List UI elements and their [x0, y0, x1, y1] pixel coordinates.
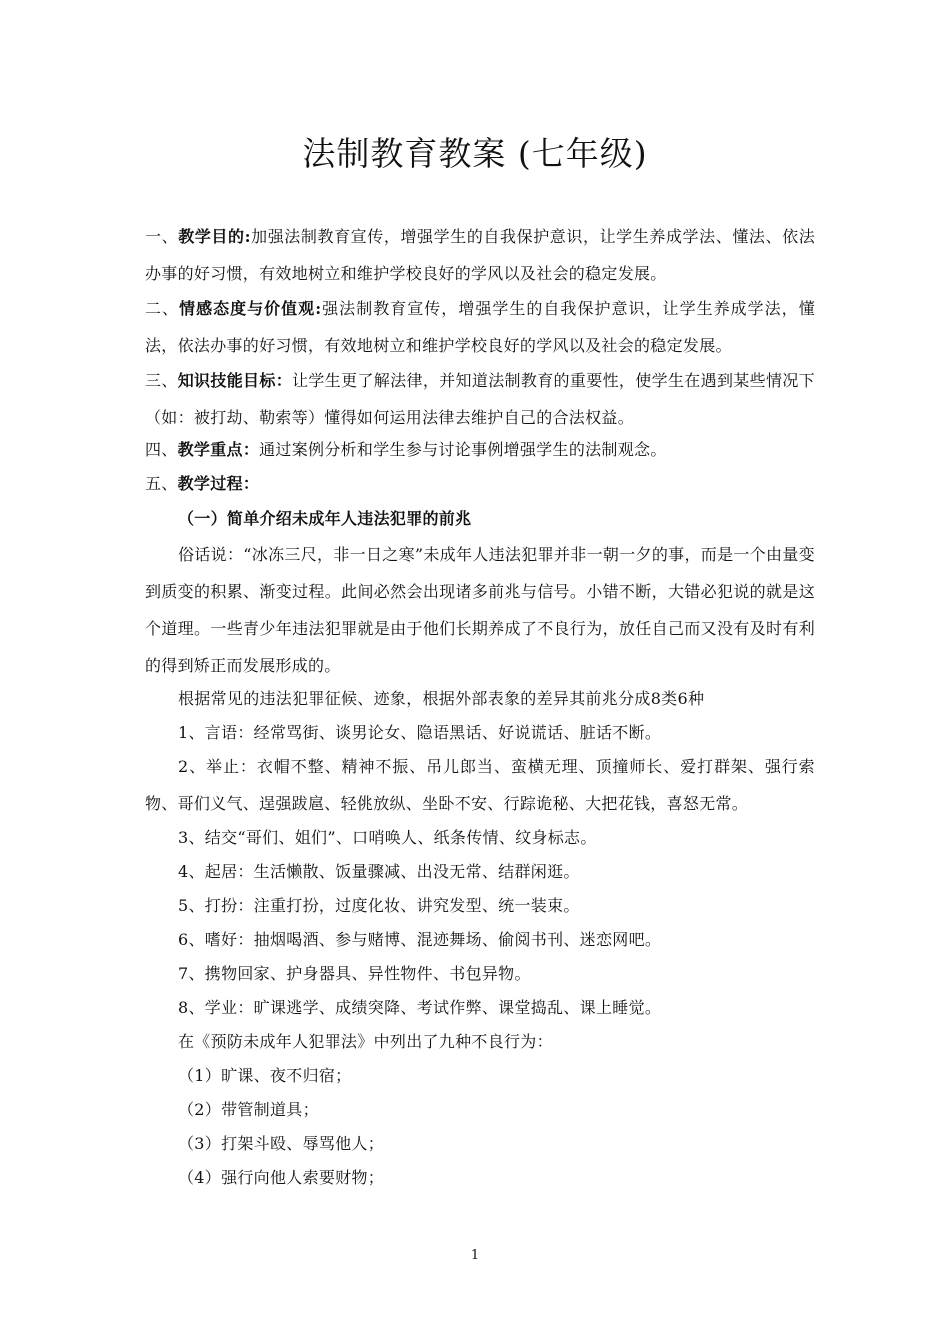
page-number: 1	[470, 1248, 480, 1263]
objective-number: 一、	[145, 227, 179, 246]
objective-separator: ：	[242, 440, 260, 459]
objective-text: 通过案例分析和学生参与讨论事例增强学生的法制观念。	[259, 440, 667, 459]
list-item: 7、携物回家、护身器具、异性物件、书包异物。	[178, 964, 531, 983]
objective-number: 四、	[145, 440, 178, 459]
page-title: 法制教育教案 (七年级)	[302, 134, 648, 173]
objective-label: 教学过程	[177, 474, 243, 493]
list-item: 2、举止：衣帽不整、精神不振、吊儿郎当、蛮横无理、顶撞师长、爱打群架、强行索物、哥们义气、逞强跋扈、轻佻放纵、坐卧不安、行踪诡秘、大把花钱，喜怒无常。	[145, 757, 815, 813]
objective-label: 知识技能目标	[177, 371, 276, 390]
section-heading: （一）简单介绍未成年人违法犯罪的前兆	[178, 509, 472, 528]
objective-separator: :	[315, 299, 322, 318]
objective-number: 二、	[145, 299, 180, 318]
list-item: （1）旷课、夜不归宿；	[178, 1066, 352, 1085]
objective-text: 强法制教育宣传，增强学生的自我保护意识，让学生养成学法，懂法，依法办事的好习惯，有效地树立和维护学校良好的学风以及社会的稳定发展。	[145, 299, 816, 355]
list-item: 4、起居：生活懒散、饭量骤减、出没无常、结群闲逛。	[178, 862, 580, 881]
proverb-paragraph: 俗话说：“冰冻三尺，非一日之寒”未成年人违法犯罪并非一朝一夕的事，而是一个由量变到质变的积累、渐变过程。此间必然会出现诸多前兆与信号。小错不断，大错必犯说的就是这个道理。一些青少年违法犯罪就是由于他们长期养成了不良行为，放任自己而又没有及时有利的得到矫正而发展形成的。	[145, 545, 815, 675]
objective-label: 教学目的	[178, 227, 245, 246]
list-item: （2）带管制道具；	[178, 1100, 319, 1119]
objective-number: 三、	[145, 371, 178, 390]
objective-5	[145, 474, 825, 494]
objective-separator: ：	[242, 474, 260, 493]
list-item: 6、嗜好：抽烟喝酒、参与赌博、混迹舞场、偷阅书刊、迷恋网吧。	[178, 930, 662, 949]
objective-label: 情感态度与价值观	[179, 299, 316, 318]
objective-3	[145, 362, 815, 436]
list-item: 8、学业：旷课逃学、成绩突降、考试作弊、课堂捣乱、课上睡觉。	[178, 998, 662, 1017]
list-item: 5、打扮：注重打扮，过度化妆、讲究发型、统一装束。	[178, 896, 580, 915]
classification-intro: 根据常见的违法犯罪征候、迹象，根据外部表象的差异其前兆分成8类6种	[178, 689, 705, 708]
objective-separator: :	[244, 227, 251, 246]
list-item: 3、结交“哥们、姐们”、口哨唤人、纸条传情、纹身标志。	[178, 828, 597, 847]
objective-text: 加强法制教育宣传，增强学生的自我保护意识，让学生养成学法、懂法、依法办事的好习惯，有效地树立和维护学校良好的学风以及社会的稳定发展。	[145, 227, 816, 283]
list-item: （4）强行向他人索要财物；	[178, 1168, 385, 1187]
objective-4	[145, 440, 825, 460]
objective-label: 教学重点	[177, 440, 243, 459]
objective-number: 五、	[145, 474, 178, 493]
list-item: （3）打架斗殴、辱骂他人；	[178, 1134, 385, 1153]
objective-separator: ：	[275, 371, 293, 390]
law-intro: 在《预防未成年人犯罪法》中列出了九种不良行为：	[178, 1032, 553, 1051]
objective-text: 让学生更了解法律，并知道法制教育的重要性，使学生在遇到某些情况下（如：被打劫、勒索等）懂得如何运用法律去维护自己的合法权益。	[145, 371, 815, 427]
objective-2	[145, 290, 815, 364]
list-item: 1、言语：经常骂街、谈男论女、隐语黑话、好说谎话、脏话不断。	[178, 723, 662, 742]
objective-1	[145, 218, 815, 292]
